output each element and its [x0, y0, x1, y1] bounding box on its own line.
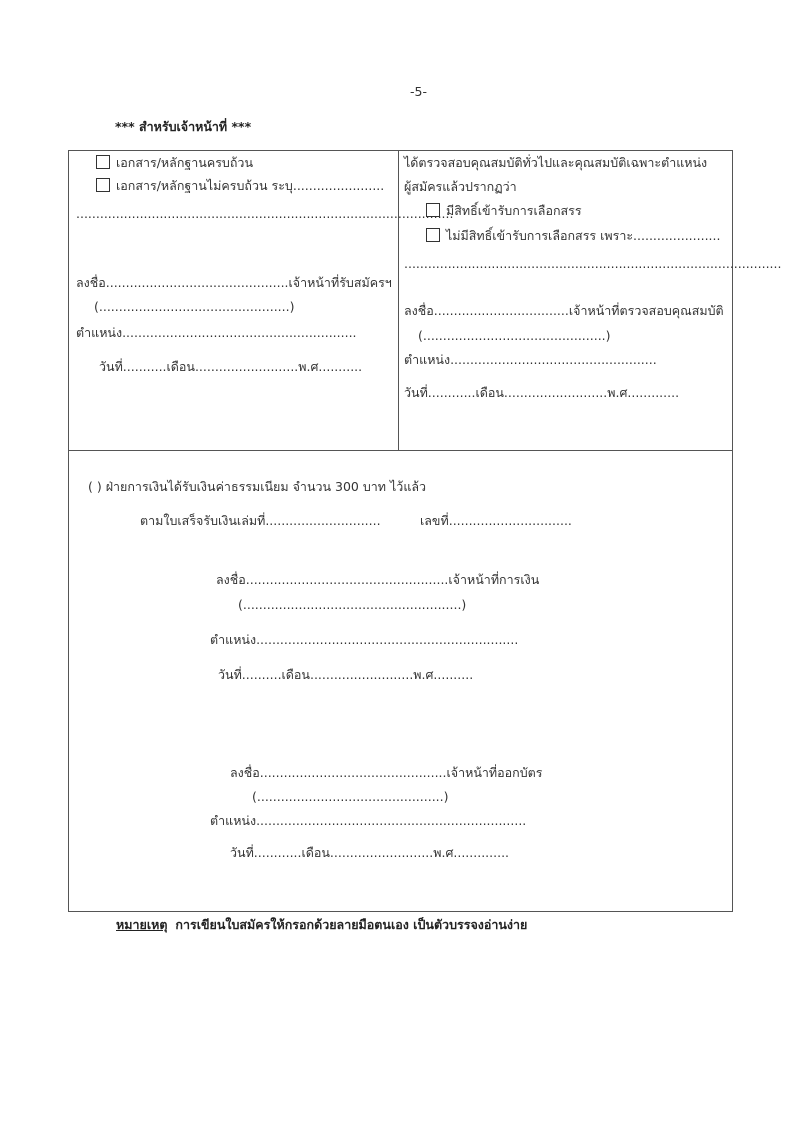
issuer-signature-line: ลงชื่อ...............................................เจ้าหน้าที่ออกบัตร — [230, 765, 543, 780]
checkbox-icon[interactable] — [96, 178, 110, 192]
checker-position-line: ตำแหน่ง.................................................... — [404, 352, 657, 367]
checkbox-label: ไม่มีสิทธิ์เข้ารับการเลือกสรร เพราะ...................... — [446, 228, 721, 243]
receipt-number-line: เลขที่............................... — [420, 513, 572, 528]
checker-date-line: วันที่............เดือน..........................พ.ศ............. — [404, 385, 680, 400]
note-text: การเขียนใบสมัครให้กรอกด้วยลายมือตนเอง เป็นตัวบรรจงอ่านง่าย — [175, 917, 528, 932]
receiver-position-line: ตำแหน่ง........................................................... — [76, 325, 357, 340]
ineligible-reason-dots: ............................................................................................... — [404, 256, 782, 271]
reason-dots-line: ............................................................................................... — [76, 206, 454, 221]
issuer-name-line: (...............................................) — [252, 789, 449, 804]
note-label: หมายเหตุ — [116, 917, 168, 932]
checkbox-documents-complete[interactable] — [96, 155, 253, 171]
receiver-signature-line: ลงชื่อ..............................................เจ้าหน้าที่รับสมัครฯ — [76, 275, 392, 290]
column-divider — [398, 150, 399, 450]
checkbox-label: เอกสาร/หลักฐานไม่ครบถ้วน ระบุ....................... — [116, 178, 385, 193]
qualification-text-1: ได้ตรวจสอบคุณสมบัติทั่วไปและคุณสมบัติเฉพาะตำแหน่ง — [404, 155, 708, 170]
checkbox-label: มีสิทธิ์เข้ารับการเลือกสรร — [446, 203, 582, 218]
section-header: *** สำหรับเจ้าหน้าที่ *** — [115, 119, 252, 134]
note — [116, 917, 527, 933]
checker-signature-line: ลงชื่อ..................................เจ้าหน้าที่ตรวจสอบคุณสมบัติ — [404, 303, 724, 318]
checkbox-label: เอกสาร/หลักฐานครบถ้วน — [116, 155, 253, 170]
receipt-book-line: ตามใบเสร็จรับเงินเล่มที่............................. — [140, 513, 381, 528]
issuer-date-line: วันที่............เดือน..........................พ.ศ.............. — [230, 845, 510, 860]
fee-received-line: ( ) ฝ่ายการเงินได้รับเงินค่าธรรมเนียม จำนวน 300 บาท ไว้แล้ว — [88, 479, 427, 494]
checkbox-ineligible[interactable] — [426, 228, 720, 244]
receiver-name-line: (................................................) — [94, 299, 295, 314]
checkbox-icon[interactable] — [426, 203, 440, 217]
issuer-position-line: ตำแหน่ง.................................................................... — [210, 813, 527, 828]
row-divider — [68, 450, 733, 451]
checkbox-icon[interactable] — [96, 155, 110, 169]
checkbox-eligible[interactable] — [426, 203, 582, 219]
finance-signature-line: ลงชื่อ...................................................เจ้าหน้าที่การเงิน — [216, 572, 540, 587]
finance-name-line: (.......................................................) — [238, 597, 467, 612]
receiver-date-line: วันที่...........เดือน..........................พ.ศ........... — [99, 359, 363, 374]
checker-name-line: (..............................................) — [418, 328, 611, 343]
finance-position-line: ตำแหน่ง.................................................................. — [210, 632, 519, 647]
qualification-text-2: ผู้สมัครแล้วปรากฏว่า — [404, 179, 517, 194]
checkbox-documents-incomplete[interactable] — [96, 178, 384, 194]
page-number: -5- — [410, 84, 427, 99]
checkbox-icon[interactable] — [426, 228, 440, 242]
finance-date-line: วันที่..........เดือน..........................พ.ศ.......... — [218, 667, 474, 682]
